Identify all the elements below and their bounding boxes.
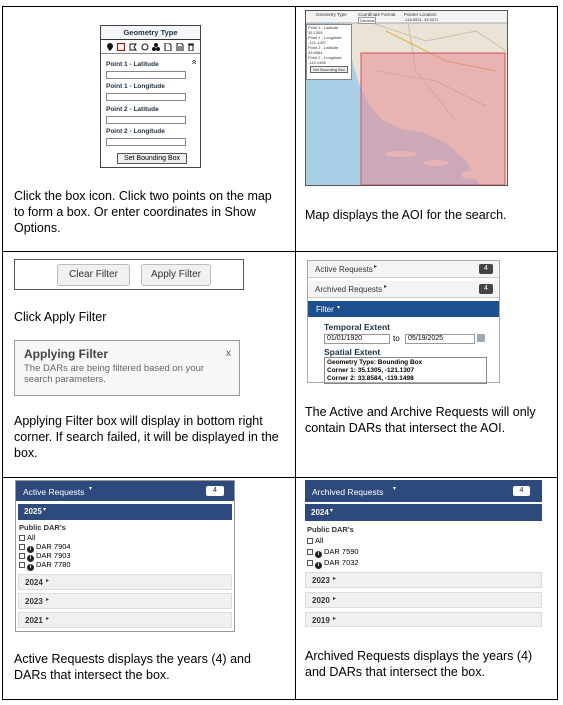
column-divider: [295, 7, 296, 699]
map-mini-value-3[interactable]: 33.8584: [308, 50, 323, 55]
geometry-icon-bar: [101, 40, 200, 54]
caption-4: Applying Filter box will display in bottom right corner. If search failed, it will be displayed in the box.: [14, 414, 279, 460]
polygon-icon[interactable]: [129, 43, 137, 51]
year-row[interactable]: [305, 612, 542, 627]
caption-1: Click the box icon. Click two points on the map to form a box. Or enter coordinates in Show Options.: [14, 189, 272, 235]
apply-filter-button[interactable]: Apply Filter: [141, 264, 211, 286]
dar-label: DAR 7590: [324, 547, 359, 556]
archived-count-badge: 4: [479, 284, 493, 294]
dar-row[interactable]: [307, 558, 359, 569]
year-label: 2021: [25, 616, 43, 625]
map-mini-label-4: Point 2 - Longitude: [308, 55, 342, 60]
map-mini-value-1[interactable]: 35.1305: [308, 30, 323, 35]
caret-right-icon: ▸: [384, 284, 388, 290]
archived-requests-row[interactable]: [308, 281, 499, 298]
toast-title: Applying Filter: [24, 347, 108, 361]
caption-2: Map displays the AOI for the search.: [305, 208, 507, 222]
box-icon[interactable]: [117, 43, 125, 51]
caption-3: Click Apply Filter: [14, 310, 107, 324]
geometry-title: Geometry Type: [101, 26, 200, 40]
pin-icon[interactable]: [106, 43, 114, 51]
map-mini-label-2: Point 1 - Longitude: [308, 35, 342, 40]
info-icon[interactable]: i: [27, 546, 34, 553]
map-format-select[interactable]: Decimal: [360, 18, 375, 23]
archived-requests-label: Archived Requests: [315, 285, 383, 294]
dar-label: DAR 7780: [36, 560, 71, 569]
active-requests-list: [15, 480, 235, 632]
point1-lat-label: Point 1 - Latitude: [106, 61, 159, 68]
active-requests-title: Active Requests: [23, 487, 85, 497]
map-toolbar-geometry: Geometry Type: [316, 12, 347, 17]
spatial-extent-title: Spatial Extent: [324, 347, 381, 357]
point1-lon-input[interactable]: [106, 93, 186, 101]
dar-row[interactable]: [19, 560, 71, 571]
map-mini-label-1: Point 1 - Latitude: [308, 25, 339, 30]
year-row[interactable]: [305, 592, 542, 608]
info-icon[interactable]: i: [27, 555, 34, 562]
caret-right-icon: ▸: [46, 597, 50, 603]
row-divider-2: [3, 477, 557, 478]
year-label: 2023: [25, 597, 43, 606]
file-icon[interactable]: [164, 43, 172, 51]
filter-label: Filter: [316, 305, 334, 314]
map-mini-value-2[interactable]: -121.1307: [308, 40, 327, 45]
year-label: 2025: [24, 507, 42, 516]
point2-lon-input[interactable]: [106, 138, 186, 146]
collapse-icon[interactable]: »: [188, 59, 199, 65]
checkbox[interactable]: [307, 538, 313, 544]
map-toolbar-format: Coordinate Format: [358, 12, 396, 17]
all-label: All: [27, 533, 36, 542]
geometry-panel: [100, 25, 201, 168]
dar-label: DAR 7904: [36, 542, 71, 551]
dar-label: DAR 7903: [36, 551, 71, 560]
active-count-badge: 4: [479, 264, 493, 274]
map-view[interactable]: [305, 10, 508, 186]
spatial-corner-1: Corner 1: 35.1305, -121.1307: [327, 367, 415, 374]
year-label: 2024: [311, 508, 329, 517]
circle-icon[interactable]: [141, 43, 149, 51]
info-icon[interactable]: i: [315, 551, 322, 558]
map-pointer-value: -118.5931, 33.9071: [404, 17, 439, 22]
year-row[interactable]: [18, 593, 232, 609]
spatial-geometry-type: Geometry Type: Bounding Box: [327, 359, 423, 366]
filter-header[interactable]: [308, 301, 499, 317]
set-bounding-box-button[interactable]: Set Bounding Box: [117, 153, 187, 164]
filter-button-bar: [14, 259, 244, 290]
caret-down-icon: ▾: [393, 486, 397, 492]
map-mini-value-4[interactable]: -119.1498: [308, 60, 326, 65]
point2-lon-label: Point 2 - Longitude: [106, 128, 165, 135]
info-icon[interactable]: i: [315, 562, 322, 569]
checkbox[interactable]: [307, 549, 313, 555]
year-row[interactable]: [305, 572, 542, 588]
checkbox[interactable]: [307, 560, 313, 566]
all-checkbox-row[interactable]: [307, 536, 323, 545]
cluster-icon[interactable]: [152, 43, 160, 51]
caret-down-icon: ▾: [330, 508, 334, 514]
caret-down-icon: ▾: [43, 507, 47, 513]
close-icon[interactable]: x: [226, 348, 231, 359]
archived-count-badge: 4: [513, 486, 530, 496]
end-date-input[interactable]: 05/19/2025: [405, 334, 475, 344]
info-icon[interactable]: i: [27, 564, 34, 571]
caret-right-icon: ▸: [333, 576, 337, 582]
archived-requests-list: [305, 480, 543, 627]
map-mini-panel: [306, 24, 352, 80]
map-mini-button[interactable]: Set Bounding Box: [310, 66, 348, 73]
archived-requests-header[interactable]: [305, 480, 542, 502]
dar-row[interactable]: [307, 547, 359, 558]
checkbox[interactable]: [19, 544, 25, 550]
applying-filter-toast: [14, 340, 240, 396]
spatial-extent-box: [324, 357, 487, 384]
point1-lon-label: Point 1 - Longitude: [106, 83, 165, 90]
year-2025-header[interactable]: [18, 504, 232, 520]
year-label: 2020: [312, 596, 330, 605]
checkbox[interactable]: [19, 535, 25, 541]
active-requests-row[interactable]: [308, 261, 499, 278]
caption-7: Archived Requests displays the years (4) and DARs that intersect the box.: [305, 649, 533, 679]
to-label: to: [393, 334, 400, 343]
caret-right-icon: ▸: [374, 264, 378, 270]
active-requests-header[interactable]: [16, 481, 234, 501]
point1-lat-input[interactable]: [106, 71, 186, 79]
caption-5: The Active and Archive Requests will only contain DARs that intersect the AOI.: [305, 405, 536, 435]
public-dars-label: Public DAR's: [307, 525, 354, 534]
public-dars-label: Public DAR's: [19, 523, 66, 532]
caret-right-icon: ▸: [46, 616, 50, 622]
dar-label: DAR 7032: [324, 558, 359, 567]
caret-down-icon: ▾: [89, 486, 93, 492]
checkbox[interactable]: [19, 553, 25, 559]
year-row[interactable]: [18, 574, 232, 590]
year-label: 2023: [312, 576, 330, 585]
file-alt-icon[interactable]: [176, 43, 184, 51]
temporal-extent-title: Temporal Extent: [324, 322, 390, 332]
checkbox[interactable]: [19, 562, 25, 568]
active-requests-label: Active Requests: [315, 265, 373, 274]
caret-right-icon: ▸: [333, 596, 337, 602]
map-mini-label-3: Point 2 - Latitude: [308, 45, 339, 50]
toast-body: The DARs are being filtered based on your search parameters.: [24, 363, 205, 385]
caret-right-icon: ▸: [333, 616, 337, 622]
spatial-corner-2: Corner 2: 33.8584, -119.1498: [327, 375, 414, 382]
all-checkbox-row[interactable]: [19, 533, 35, 542]
clear-filter-button[interactable]: Clear Filter: [57, 264, 130, 286]
point2-lat-input[interactable]: [106, 116, 186, 124]
year-row[interactable]: [18, 612, 232, 628]
archived-requests-title: Archived Requests: [312, 487, 384, 497]
year-label: 2024: [25, 578, 43, 587]
point2-lat-label: Point 2 - Latitude: [106, 106, 159, 113]
trash-icon[interactable]: [187, 43, 195, 51]
caption-6: Active Requests displays the years (4) and DARs that intersect the box.: [14, 652, 251, 682]
all-label: All: [315, 536, 324, 545]
calendar-icon[interactable]: [477, 334, 485, 342]
year-2024-header[interactable]: [305, 504, 542, 521]
year-label: 2019: [312, 616, 330, 625]
row-divider-1: [3, 251, 557, 252]
map-toolbar-pointer: Pointer Location: [404, 12, 437, 17]
start-date-input[interactable]: 01/01/1920: [324, 334, 390, 344]
active-count-badge: 4: [206, 486, 224, 496]
requests-filter-panel: [307, 260, 500, 383]
caret-right-icon: ▸: [46, 578, 50, 584]
caret-down-icon: ▾: [337, 305, 341, 311]
